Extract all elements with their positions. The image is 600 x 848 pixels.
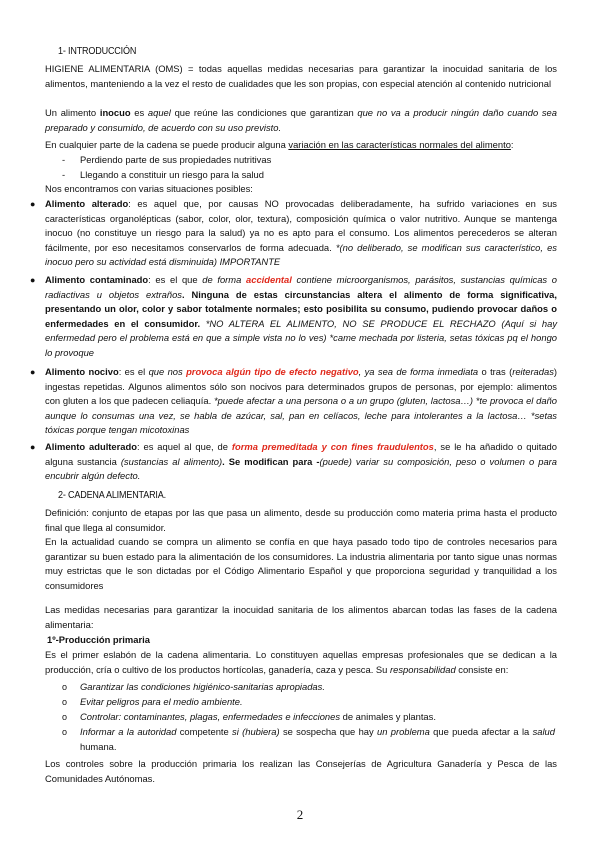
list-item-dash-2: Llegando a constituir un riesgo para la salud	[80, 169, 264, 180]
list-item-dash-1: Perdiendo parte de sus propiedades nutritivas	[80, 154, 272, 165]
paragraph-situaciones: Nos encontramos con varias situaciones posibles:	[45, 183, 253, 194]
paragraph-medidas: Las medidas necesarias para garantizar la inocuidad sanitaria de los alimentos abarcan todas las fases de la cadena alimentaria:	[45, 604, 557, 630]
paragraph-inocuo: Un alimento inocuo es aquel que reúne las condiciones que garantizan que no va a producir ningún daño cuando sea preparado y consumido, de acuerdo con su uso previsto.	[45, 107, 557, 133]
circle-marker: o	[62, 727, 68, 737]
bullet-marker: ●	[30, 199, 36, 209]
paragraph-higiene: HIGIENE ALIMENTARIA (OMS) = todas aquellas medidas necesarias para garantizar la inocuidad sanitaria de los alimentos, manteniendo a la vez el resto de cualidades que les son propias, con especial atención al contenido nutricional	[45, 63, 557, 89]
paragraph-definicion: Definición: conjunto de etapas por las que pasa un alimento, desde su producción como materia prima hasta el producto final que llega al consumidor.	[45, 507, 557, 533]
page-number: 2	[296, 807, 304, 822]
list-item-garantizar: Garantizar las condiciones higiénico-sanitarias apropiadas.	[80, 681, 325, 692]
circle-marker: o	[62, 712, 68, 722]
paragraph-variacion: En cualquier parte de la cadena se puede producir alguna variación en las características normales del alimento:	[45, 139, 514, 150]
section-heading-cadena: 2- CADENA ALIMENTARIA.	[58, 489, 166, 501]
bullet-alimento-contaminado: Alimento contaminado: es el que de forma accidental contiene microorganismos, parásitos, sustancias químicas o radiactivas u objetos extraños. Ninguna de estas circunstancias altera el alimento de forma significativa, presentando un olor, color y sabor totalmente normales; esto posibilita su consumo, pudiendo provocar daños o enfermedades en el consumidor. *NO ALTERA EL ALIMENTO, NO SE PRODUCE EL RECHAZO (Aquí si hay enfermedad pero el problema está en que a simple vista no lo ves) *came mechada por listeria, setas tóxicas pq el hongo lo provoque	[45, 274, 558, 358]
bullet-marker: ●	[30, 442, 36, 452]
bullet-marker: ●	[30, 275, 36, 285]
paragraph-actualidad: En la actualidad cuando se compra un alimento se confía en que haya pasado todo tipo de controles necesarios para garantizar su buen estado para la alimentación de los consumidores. La industria alimentaria por tanto sigue unas normas muy estrictas que le son dictadas por el Código Alimentario Español y que proporciona seguridad y tranquilidad a los consumidores	[45, 536, 557, 591]
list-item-evitar: Evitar peligros para el medio ambiente.	[80, 696, 243, 707]
circle-marker: o	[62, 682, 68, 692]
dash-marker: -	[62, 154, 66, 165]
bullet-alimento-nocivo: Alimento nocivo: es el que nos provoca algún tipo de efecto negativo, ya sea de forma inmediata o tras (reiteradas) ingestas repetidas. Algunos alimentos sólo son nocivos para determinados grupos de personas, por ejemplo: alimentos con gluten a los que padecen celiaquía. *puede afectar a una persona o a un grupo (gluten, lactosa…) *te provoca el daño aunque lo consumas una vez, se habla de azúcar, sal, pan en celíacos, leche para intolerantes a la lactosa… *setas tóxicas porque tengan micotoxinas	[45, 366, 558, 436]
bullet-marker: ●	[30, 367, 36, 377]
subheading-produccion-primaria: 1º-Producción primaria	[47, 634, 150, 645]
bullet-alimento-alterado: Alimento alterado: es aquel que, por causas NO provocadas deliberadamente, ha sufrido variaciones en sus características organolépticas (sabor, color, olor, textura), composición química o valor nutritivo. Aunque se mantenga inocuo (no constituye un riesgo para la salud) ya no es apto para el consumo. Los alimentos perecederos se alteran fácilmente, por eso necesitamos conservarlos de forma adecuada. *(no deliberado, se modifican sus característico, es inocuo pero su actividad está disminuida) IMPORTANTE	[45, 198, 557, 268]
dash-marker: -	[62, 169, 66, 180]
section-heading-introduccion: 1- INTRODUCCIÓN	[58, 45, 137, 57]
list-item-controlar: Controlar: contaminantes, plagas, enfermedades e infecciones de animales y plantas.	[80, 711, 436, 722]
list-item-informar: Informar a la autoridad competente si (hubiera) se sospecha que hay un problema que pueda afectar a la salud humana.	[80, 726, 555, 752]
bullet-alimento-adulterado: Alimento adulterado: es aquel al que, de forma premeditada y con fines fraudulentos, se le ha añadido o quitado alguna sustancia (sustancias al alimento). Se modifican para -(puede) variar su composición, peso o volumen o para encubrir algún defecto.	[45, 441, 557, 482]
paragraph-primer-eslabon: Es el primer eslabón de la cadena alimentaria. Lo constituyen aquellas empresas profesionales que se dedican a la producción, cría o cultivo de los productos hortícolas, ganadería, caza y pesca. Su responsabilidad consiste en:	[45, 649, 557, 675]
circle-marker: o	[62, 697, 68, 707]
paragraph-controles: Los controles sobre la producción primaria los realizan las Consejerías de Agricultura Ganadería y Pesca de las Comunidades Autónomas.	[45, 758, 557, 784]
